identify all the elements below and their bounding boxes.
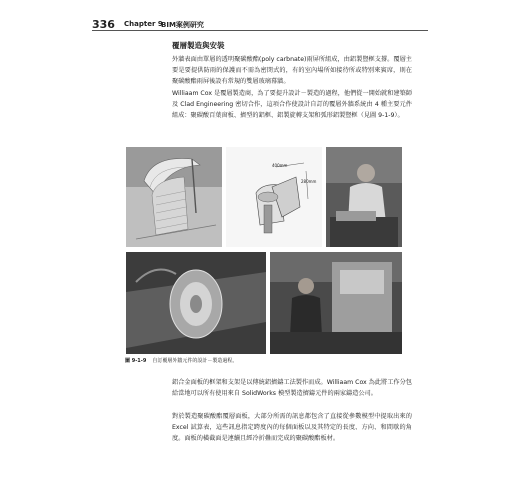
chapter-title: BIM案例研究 [161,21,204,29]
dimension-label-280: 280mm [301,179,317,184]
figure-caption-text: 自訂覆層外牆元件的設計－製造過程。 [152,358,238,364]
photo-workshop-worker [326,147,402,247]
paragraph-1: 外牆表面由單層的透明聚碳酸酯(poly carbnate)雨屏所組成，由鋁製豎框支撐。覆層主要是要提供防雨的保護而不需為密閉式的，有的室內場所如接待所或特別來賓席，則在聚碳酸酯雨屏後設有常規的雙層玻璃幕牆。 [172,56,412,85]
photo-fabrication-machine [270,252,402,354]
header-rule [92,30,428,31]
photo-technical-drawing [226,147,322,247]
section-title: 覆層製造與安裝 [172,41,225,50]
paragraph-4: 對於製造聚碳酸酯覆層面板，大部分所需的訊息都包含了直接從參數模型中提取出來的 Excel 試算表，這些訊息指定跨度內的每個面板以及其特定的長度、方向、和間歇的角度。面板的橫截面是連續且經冷折疊而完成的聚碳酸酯板材。 [172,413,412,442]
photo-cladding-render [126,147,222,247]
figure-label: 圖 9-1-9 [125,358,147,364]
dimension-label-400: 400mm [272,163,288,168]
paragraph-3: 鋁合金面板的框架和支架是以傳統鋁擠鑄工法製作而成。Williaam Cox 為此將工作分包給當地可以所有使用來自 SolidWorks 模型製造擠鑄元件的兩家鑄造公司。 [172,379,412,397]
page-number: 336 [92,18,115,31]
chapter-label: Chapter 9 [124,20,163,28]
paragraph-2: Williaam Cox 是覆層製造商，為了要提升設計－製造的過程，他們從一開始就和建築師及 Clad Engineering 密切合作，這項合作使設計自訂的覆層外牆系統由 4 種主要元件組成：聚碳酸百葉窗板、擠型的鋁框、鋁製旋轉支架和弧形鋁製豎框（見圖 9-1-9）。 [172,90,412,119]
figure-caption [125,357,237,364]
photo-polycarbonate-roll [126,252,266,354]
